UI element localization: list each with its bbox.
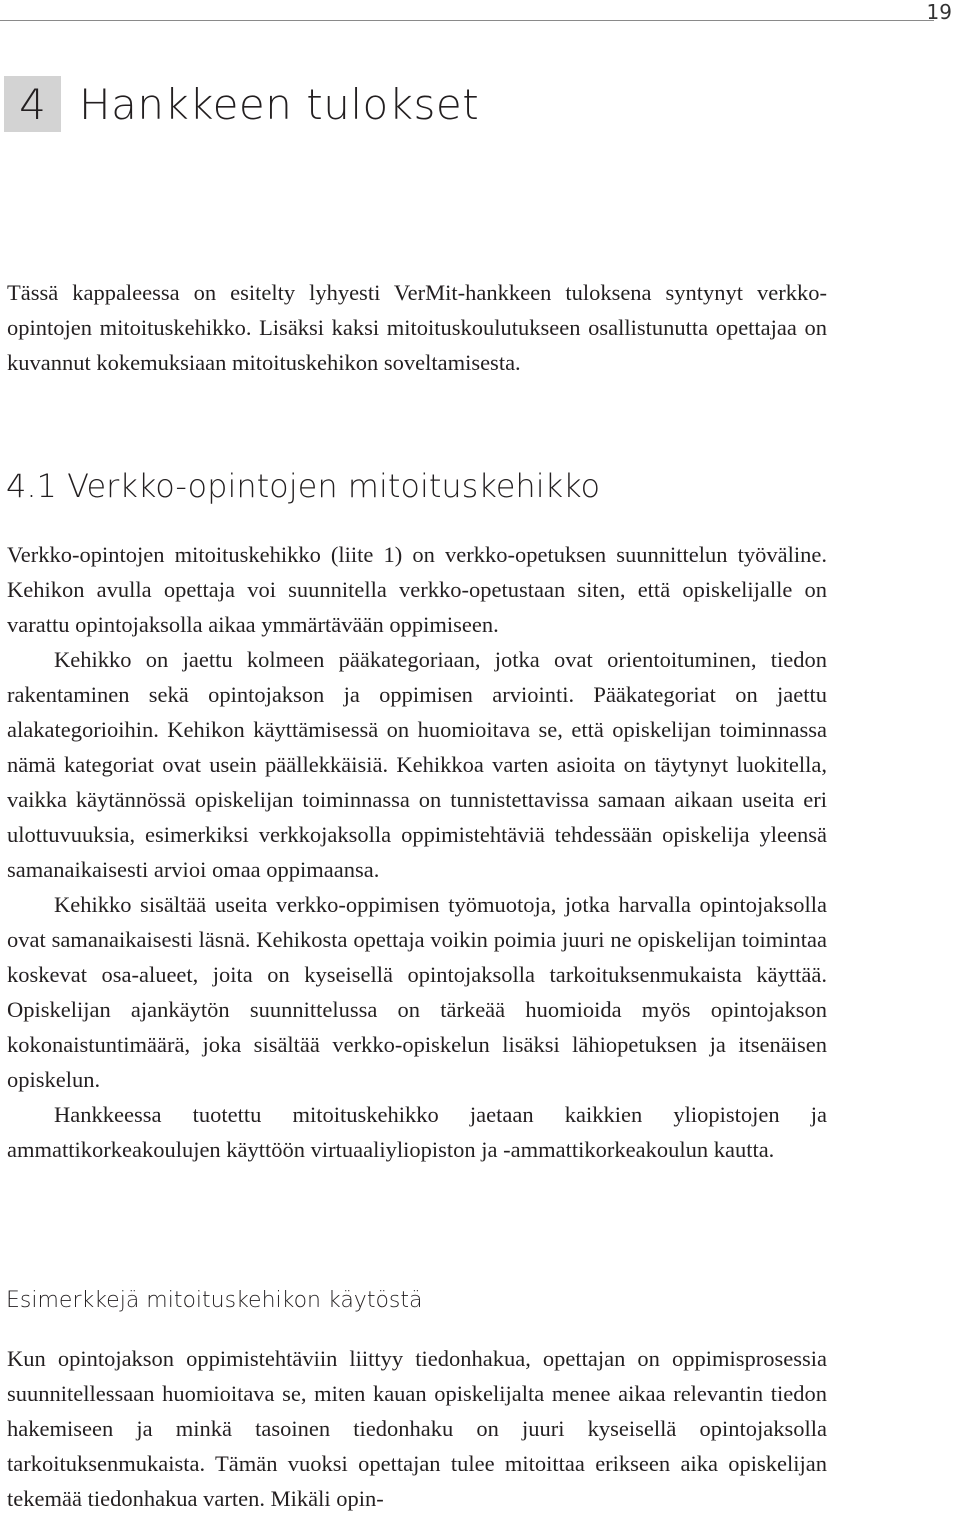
header-rule: [0, 20, 934, 21]
subsection-paragraph: Kun opintojakson oppimistehtäviin liittyy tiedonhakua, opettajan on oppimisprosessia suunnitellessaan huomioitava se, miten kauan opiskelijalta menee aikaa relevantin tiedon hakemiseen ja minkä tasoinen tiedonhaku on juuri kyseisellä opintojaksolla tarkoituksenmukaista. Tämän vuoksi opettajan tulee mitoittaa erikseen aika opiskelijan tekemää tiedonhakua varten. Mikäli opin-: [7, 1346, 827, 1511]
intro-paragraph: Tässä kappaleessa on esitelty lyhyesti VerMit-hankkeen tuloksena syntynyt verkko-opintojen mitoituskehikko. Lisäksi kaksi mitoituskoulutukseen osallistunutta opettajaa on kuvannut kokemuksiaan mitoituskehikon soveltamisesta.: [7, 280, 827, 375]
chapter-title: Hankkeen tulokset: [79, 79, 480, 129]
chapter-heading: [4, 76, 479, 132]
chapter-number: 4: [4, 76, 61, 132]
section-title: 4.1 Verkko-opintojen mitoituskehikko: [6, 467, 601, 505]
subsection-title: Esimerkkejä mitoituskehikon käytöstä: [6, 1288, 423, 1313]
section-paragraph: Kehikko sisältää useita verkko-oppimisen työmuotoja, jotka harvalla opintojaksolla ovat samanaikaisesti läsnä. Kehikosta opettaja voikin poimia juuri ne opiskelijan toimintaa koskevat osa-alueet, joita on kyseisellä opintojaksolla tarkoituksenmukaista käyttää. Opiskelijan ajankäytön suunnittelussa on tärkeää huomioida myös opintojakson kokonaistuntimäärä, joka sisältää verkko-opiskelun lisäksi lähiopetuksen ja itsenäisen opiskelun.: [7, 892, 827, 1092]
section-body: [7, 537, 827, 1167]
section-paragraph: Verkko-opintojen mitoituskehikko (liite 1) on verkko-opetuksen suunnittelun työväline. Kehikon avulla opettaja voi suunnitella verkko-opetustaan siten, että opiskelijalle on varattu opintojaksolla aikaa ymmärtävään oppimiseen.: [7, 542, 827, 637]
page-number: 19: [926, 0, 952, 24]
section-paragraph: Kehikko on jaettu kolmeen pääkategoriaan, jotka ovat orientoituminen, tiedon rakentaminen sekä opintojakson ja oppimisen arviointi. Pääkategoriat on jaettu alakategorioihin. Kehikon käyttämisessä on huomioitava se, että opiskelijan toiminnassa nämä kategoriat ovat usein päällekkäisiä. Kehikkoa varten asioita on täytynyt luokitella, vaikka käytännössä opiskelijan toiminnassa on tunnistettavissa samaan aikaan useita eri ulottuvuuksia, esimerkiksi verkkojaksolla oppimistehtäviä tehdessään opiskelija yleensä samanaikaisesti arvioi omaa oppimaansa.: [7, 647, 827, 882]
section-paragraph: Hankkeessa tuotettu mitoituskehikko jaetaan kaikkien yliopistojen ja ammattikorkeakoulujen käyttöön virtuaaliyliopiston ja -ammattikorkeakoulun kautta.: [7, 1102, 827, 1162]
